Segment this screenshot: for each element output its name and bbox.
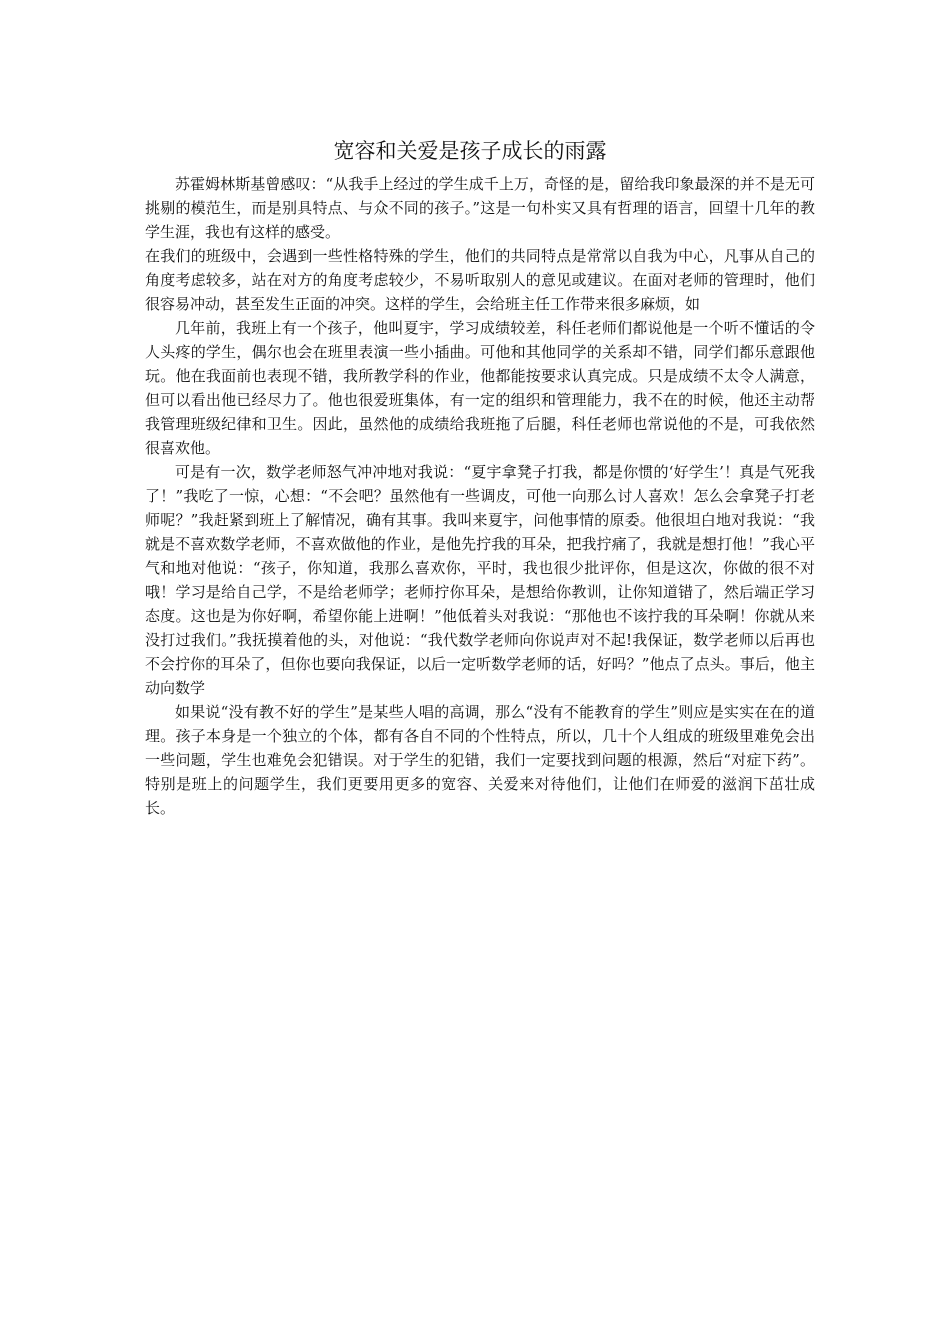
paragraph-1: 苏霍姆林斯基曾感叹：“从我手上经过的学生成千上万，奇怪的是，留给我印象最深的并不是无可挑剔的模范生，而是别具特点、与众不同的孩子。”这是一句朴实又具有哲理的语言，回望十几年的教学生涯，我也有这样的感受。 — [145, 175, 815, 241]
document-body — [145, 134, 815, 820]
paragraph-3: 几年前，我班上有一个孩子，他叫夏宇，学习成绩较差，科任老师们都说他是一个听不懂话的令人头疼的学生，偶尔也会在班里表演一些小插曲。可他和其他同学的关系却不错，同学们都乐意跟他玩。他在我面前也表现不错，我所教学科的作业，他都能按要求认真完成。只是成绩不太令人满意，但可以看出他已经尽力了。他也很爱班集体，有一定的组织和管理能力，我不在的时候，他还主动帮我管理班级纪律和卫生。因此，虽然他的成绩给我班拖了后腿，科任老师也常说他的不是，可我依然很喜欢他。 — [145, 319, 815, 457]
paragraph-2: 在我们的班级中，会遇到一些性格特殊的学生，他们的共同特点是常常以自我为中心，凡事从自己的角度考虑较多，站在对方的角度考虑较少，不易听取别人的意见或建议。在面对老师的管理时，他们很容易冲动，甚至发生正面的冲突。这样的学生，会给班主任工作带来很多麻烦，如 — [145, 247, 815, 313]
document-title: 宽容和关爱是孩子成长的雨露 — [333, 139, 607, 163]
paragraph-5: 如果说“没有教不好的学生”是某些人唱的高调，那么“没有不能教育的学生”则应是实实在在的道理。孩子本身是一个独立的个体，都有各自不同的个性特点，所以，几十个人组成的班级里难免会出一些问题，学生也难免会犯错误。对于学生的犯错，我们一定要找到问题的根源，然后“对症下药”。特别是班上的问题学生，我们更要用更多的宽容、关爱来对待他们，让他们在师爱的滋润下茁壮成长。 — [145, 703, 815, 817]
paragraph-4: 可是有一次，数学老师怒气冲冲地对我说：“夏宇拿凳子打我，都是你惯的‘好学生’！真是气死我了！”我吃了一惊，心想：“不会吧？虽然他有一些调皮，可他一向那么讨人喜欢！怎么会拿凳子打老师呢？”我赶紧到班上了解情况，确有其事。我叫来夏宇，问他事情的原委。他很坦白地对我说：“我就是不喜欢数学老师，不喜欢做他的作业，是他先拧我的耳朵，把我拧痛了，我就是想打他！”我心平气和地对他说：“孩子，你知道，我那么喜欢你，平时，我也很少批评你，但是这次，你做的很不对哦！学习是给自己学，不是给老师学；老师拧你耳朵，是想给你教训，让你知道错了，然后端正学习态度。这也是为你好啊，希望你能上进啊！”他低着头对我说：“那他也不该拧我的耳朵啊！你就从来没打过我们。”我抚摸着他的头，对他说：“我代数学老师向你说声对不起!我保证，数学老师以后再也不会拧你的耳朵了，但你也要向我保证，以后一定听数学老师的话，好吗？”他点了点头。事后，他主动向数学 — [145, 463, 815, 697]
